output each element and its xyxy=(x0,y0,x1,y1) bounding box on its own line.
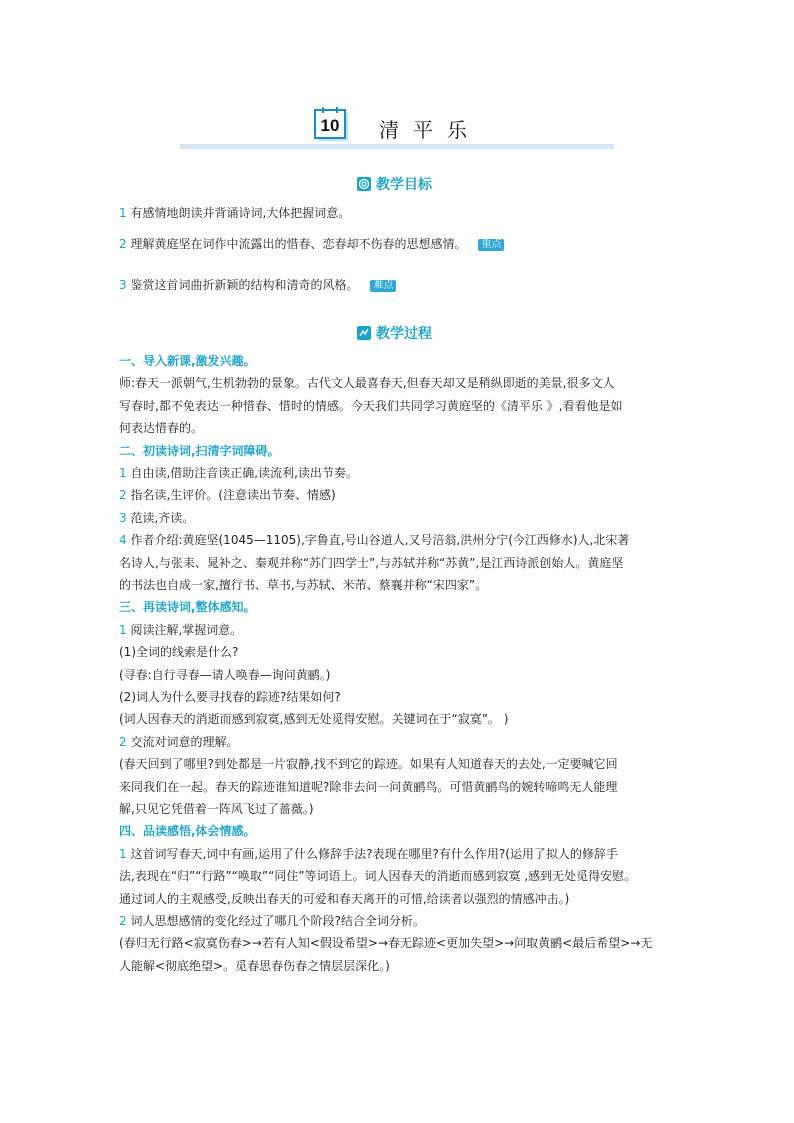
body-text-line: (词人因春天的消逝而感到寂寞,感到无处觅得安慰。关键词在于“寂寞”。 ) xyxy=(119,712,509,726)
body-text-line: 人能解<彻底绝望>。觅春思春伤春之情层层深化。) xyxy=(119,959,390,973)
numbered-item xyxy=(119,488,336,502)
process-step-heading: 二、初读诗词,扫清字词障碍。 xyxy=(119,444,280,458)
item-number: 1 xyxy=(119,623,131,637)
numbered-item xyxy=(119,914,425,928)
goal-item xyxy=(119,206,350,220)
target-icon xyxy=(357,177,371,191)
item-text: 指名读,生评价。(注意读出节奏、情感) xyxy=(130,488,336,502)
item-number: 2 xyxy=(119,914,131,928)
page-title: 清平乐 xyxy=(379,118,481,142)
body-text-line: (寻春:自行寻春—请人唤春—询问黄鹂。) xyxy=(119,668,331,682)
item-text: 作者介绍:黄庭坚(1045—1105),字鲁直,号山谷道人,又号涪翁,洪州分宁(今江西修水)人,北宋著 xyxy=(130,533,630,547)
item-text: 阅读注解,掌握词意。 xyxy=(130,623,243,637)
item-text: 词人思想感情的变化经过了哪几个阶段?结合全词分析。 xyxy=(130,914,425,928)
goal-number: 2 xyxy=(119,237,131,251)
body-text-line: 通过词人的主观感受,反映出春天的可爱和春天离开的可惜,给读者以强烈的情感冲击。) xyxy=(119,892,570,906)
lesson-number: 10 xyxy=(320,116,340,135)
body-text-line: (2)词人为什么要寻找春的踪迹?结果如何? xyxy=(119,690,341,704)
item-number: 2 xyxy=(119,488,131,502)
goal-item xyxy=(119,278,396,292)
title-underline xyxy=(180,144,614,149)
item-number: 3 xyxy=(119,511,131,525)
numbered-item xyxy=(119,466,358,480)
goal-number: 1 xyxy=(119,206,131,220)
goal-text: 鉴赏这首词曲折新颖的结构和清奇的风格。 xyxy=(130,278,359,292)
numbered-item xyxy=(119,735,238,749)
numbered-item xyxy=(119,533,629,547)
item-text: 交流对词意的理解。 xyxy=(130,735,239,749)
process-step-heading: 三、再读诗词,整体感知。 xyxy=(119,600,256,614)
process-heading-text: 教学过程 xyxy=(376,326,432,342)
goal-number: 3 xyxy=(119,278,131,292)
difficulty-tag: 难点 xyxy=(370,280,396,292)
body-text-line: 解,只见它凭借着一阵风飞过了蔷薇。) xyxy=(119,802,314,816)
process-step-heading: 一、导入新课,激发兴趣。 xyxy=(119,354,256,368)
body-text-line: 的书法也自成一家,擅行书、草书,与苏轼、米芾、蔡襄并称“宋四家”。 xyxy=(119,578,488,592)
process-icon xyxy=(357,326,371,340)
goal-item xyxy=(119,237,504,251)
body-text-line: 师:春天一派朝气,生机勃勃的景象。古代文人最喜春天,但春天却又是稍纵即逝的美景,很多文人 xyxy=(119,376,615,390)
numbered-item xyxy=(119,511,194,525)
body-text-line: 法,表现在“归”“行路”“唤取”“同住”等词语上。词人因春天的消逝而感到寂寞 ,感到无处觅得安慰。 xyxy=(119,869,637,883)
body-text-line: 名诗人,与张耒、晁补之、秦观并称“苏门四学士”,与苏轼并称“苏黄”,是江西诗派创始人。黄庭坚 xyxy=(119,556,624,570)
lesson-number-badge xyxy=(314,107,350,143)
difficulty-tag: 重点 xyxy=(478,239,504,251)
goal-text: 有感情地朗读并背诵诗词,大体把握词意。 xyxy=(130,206,351,220)
body-text-line: 来同我们在一起。春天的踪迹谁知道呢?除非去问一问黄鹂鸟。可惜黄鹂鸟的婉转啼鸣无人能理 xyxy=(119,780,618,794)
process-step-heading: 四、品读感悟,体会情感。 xyxy=(119,824,256,838)
body-text-line: (春天回到了哪里?到处都是一片寂静,找不到它的踪迹。如果有人知道春天的去处,一定要喊它回 xyxy=(119,757,618,771)
item-number: 1 xyxy=(119,466,131,480)
goals-heading-text: 教学目标 xyxy=(376,177,432,193)
item-number: 1 xyxy=(119,847,131,861)
process-heading xyxy=(357,323,432,343)
item-text: 自由读,借助注音读正确,读流利,读出节奏。 xyxy=(130,466,358,480)
body-text-line: (1)全词的线索是什么? xyxy=(119,645,239,659)
item-text: 这首词写春天,词中有画,运用了什么修辞手法?表现在哪里?有什么作用?(运用了拟人的修辞手 xyxy=(130,847,618,861)
item-number: 2 xyxy=(119,735,131,749)
numbered-item xyxy=(119,847,618,861)
item-text: 范读,齐读。 xyxy=(130,511,195,525)
body-text-line: (春归无行路<寂寞伤春>→若有人知<假设希望>→春无踪迹<更加失望>→问取黄鹂<最后希望>→无 xyxy=(119,936,653,950)
goals-heading xyxy=(357,174,432,194)
goal-text: 理解黄庭坚在词作中流露出的惜春、恋春却不伤春的思想感情。 xyxy=(130,237,467,251)
item-number: 4 xyxy=(119,533,131,547)
body-text-line: 何表达惜春的。 xyxy=(119,421,204,435)
numbered-item xyxy=(119,623,242,637)
body-text-line: 写春时,都不免表达一种惜春、惜时的情感。今天我们共同学习黄庭坚的《清平乐 》,看看他是如 xyxy=(119,399,623,413)
